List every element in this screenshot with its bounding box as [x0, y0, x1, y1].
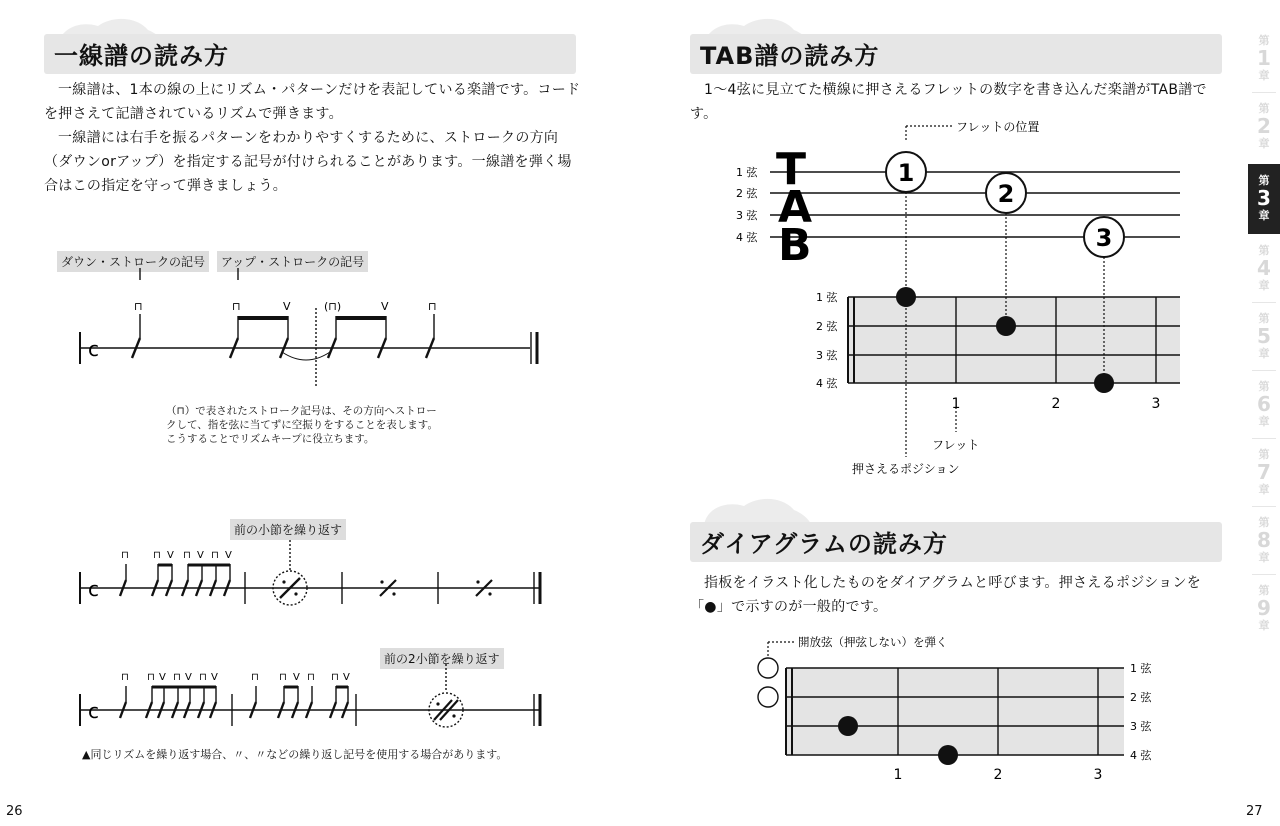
paragraph: 1～4弦に見立てた横線に押さえるフレットの数字を書き込んだ楽譜がTAB譜です。: [690, 82, 1207, 122]
press-dot: [838, 716, 858, 736]
ghost-stroke-note: [166, 404, 476, 446]
down-stroke-label: ダウン・ストロークの記号: [57, 251, 209, 272]
string-label: 1 弦: [816, 291, 838, 304]
open-string-circle: [758, 658, 778, 678]
down-stroke-symbol: ⊓: [232, 300, 241, 313]
up-stroke-symbol: V: [167, 550, 174, 561]
fret-label: フレット: [932, 438, 980, 452]
down-stroke-symbol: ⊓: [147, 672, 155, 683]
chapter-tab-4[interactable]: 第 4 章: [1248, 238, 1280, 300]
fret-number: 3: [1093, 767, 1103, 783]
string-label: 2 弦: [736, 187, 758, 200]
chapter-tab-9[interactable]: 第 9 章: [1248, 578, 1280, 640]
chapter-tab-6[interactable]: 第 6 章: [1248, 374, 1280, 436]
repeat-two-bars-label: 前の2小節を繰り返す: [380, 648, 504, 669]
up-stroke-symbol: V: [343, 672, 350, 683]
section-title-staff: [44, 12, 576, 72]
time-signature: c: [88, 699, 99, 723]
fret-position-label: フレットの位置: [956, 120, 1040, 134]
down-stroke-symbol: ⊓: [331, 672, 339, 683]
press-position-label: 押さえるポジション: [852, 462, 960, 476]
press-dot: [938, 745, 958, 765]
press-dot: [996, 316, 1016, 336]
paragraph: 指板をイラスト化したものをダイアグラムと呼びます。押さえるポジションを「●」で示すのが一般的です。: [690, 575, 1202, 615]
string-label: 3 弦: [1130, 720, 1152, 733]
string-label: 2 弦: [816, 320, 838, 333]
open-string-circle: [758, 687, 778, 707]
page-number-right: 27: [1246, 804, 1263, 819]
section-title-diagram: [690, 492, 1222, 558]
circled-number: 2: [997, 180, 1015, 208]
tab-letter-b: B: [778, 220, 812, 271]
string-label: 1 弦: [736, 166, 758, 179]
chord-diagram: [750, 632, 1170, 792]
press-dot: [1094, 373, 1114, 393]
down-stroke-symbol: ⊓: [121, 672, 129, 683]
down-stroke-symbol: ⊓: [428, 300, 437, 313]
string-label: 4 弦: [1130, 749, 1152, 762]
string-label: 3 弦: [816, 349, 838, 362]
fret-number: 3: [1151, 396, 1161, 412]
rhythm-staff-2: [60, 540, 560, 610]
up-stroke-label: アップ・ストロークの記号: [217, 251, 368, 272]
repeat-one-bar-label: 前の小節を繰り返す: [230, 519, 346, 540]
down-stroke-symbol: ⊓: [134, 300, 143, 313]
note-line: こうすることでリズムキープに役立ちます。: [166, 433, 375, 445]
up-stroke-symbol: V: [185, 672, 192, 683]
paragraph: 一線譜は、1本の線の上にリズム・パターンだけを表記している楽譜です。コードを押さえて記譜されているリズムで弾きます。: [44, 82, 581, 122]
note-line: クして、指を弦に当てずに空振りをすることを表します。: [166, 419, 438, 431]
staff-description: [44, 78, 582, 198]
chapter-tab-5[interactable]: 第 5 章: [1248, 306, 1280, 368]
note-line: （⊓）で表されたストローク記号は、その方向へストロー: [166, 405, 437, 417]
string-label: 3 弦: [736, 209, 758, 222]
up-stroke-symbol: V: [225, 550, 232, 561]
chapter-tab-1[interactable]: 第 1 章: [1248, 28, 1280, 90]
tab-fretboard-diagram: [730, 112, 1200, 484]
diagram-description: [690, 571, 1230, 619]
down-stroke-symbol: ⊓: [279, 672, 287, 683]
page-title: TAB譜の読み方: [700, 42, 880, 70]
string-label: 4 弦: [736, 231, 758, 244]
string-label: 1 弦: [1130, 662, 1152, 675]
up-stroke-symbol: V: [159, 672, 166, 683]
string-label: 2 弦: [1130, 691, 1152, 704]
down-stroke-symbol: ⊓: [307, 672, 315, 683]
page-title: 一線譜の読み方: [54, 42, 229, 70]
string-label: 4 弦: [816, 377, 838, 390]
down-stroke-symbol: ⊓: [153, 550, 161, 561]
open-string-label: 開放弦（押弦しない）を弾く: [798, 635, 948, 649]
paragraph: 一線譜には右手を振るパターンをわかりやすくするために、ストロークの方向（ダウンorアップ）を指定する記号が付けられることがあります。一線譜を弾く場合はこの指定を守って弾きましょう。: [44, 130, 572, 194]
fret-number: 2: [1051, 396, 1061, 412]
chapter-tab-2[interactable]: 第 2 章: [1248, 96, 1280, 158]
chapter-tab-7[interactable]: 第 7 章: [1248, 442, 1280, 504]
up-stroke-symbol: V: [211, 672, 218, 683]
chapter-tab-8[interactable]: 第 8 章: [1248, 510, 1280, 572]
section-title-tab: [690, 12, 1222, 72]
fret-number: 1: [893, 767, 903, 783]
down-stroke-symbol: ⊓: [183, 550, 191, 561]
down-stroke-symbol: ⊓: [173, 672, 181, 683]
circled-number: 3: [1095, 224, 1113, 252]
up-stroke-symbol: V: [293, 672, 300, 683]
down-stroke-symbol: ⊓: [251, 672, 259, 683]
down-stroke-symbol: ⊓: [121, 550, 129, 561]
time-signature: c: [88, 337, 99, 361]
page-number-left: 26: [6, 804, 23, 819]
chapter-tab-3[interactable]: 第 3 章: [1248, 164, 1280, 234]
repeat-footnote: ▲同じリズムを繰り返す場合、〃、〃などの繰り返し記号を使用する場合があります。: [82, 748, 508, 761]
rhythm-staff-1: [60, 268, 560, 388]
circled-number: 1: [897, 159, 915, 187]
fret-number: 1: [951, 396, 961, 412]
fret-number: 2: [993, 767, 1003, 783]
up-stroke-symbol: V: [381, 300, 389, 313]
down-stroke-symbol: ⊓: [211, 550, 219, 561]
tab-letter-a: A: [778, 182, 813, 233]
ghost-stroke-symbol: (⊓): [324, 300, 342, 313]
time-signature: c: [88, 577, 99, 601]
page-title: ダイアグラムの読み方: [700, 530, 948, 558]
tab-letter-t: T: [776, 144, 807, 195]
up-stroke-symbol: V: [197, 550, 204, 561]
down-stroke-symbol: ⊓: [199, 672, 207, 683]
up-stroke-symbol: V: [283, 300, 291, 313]
press-dot: [896, 287, 916, 307]
rhythm-staff-3: [60, 664, 560, 734]
